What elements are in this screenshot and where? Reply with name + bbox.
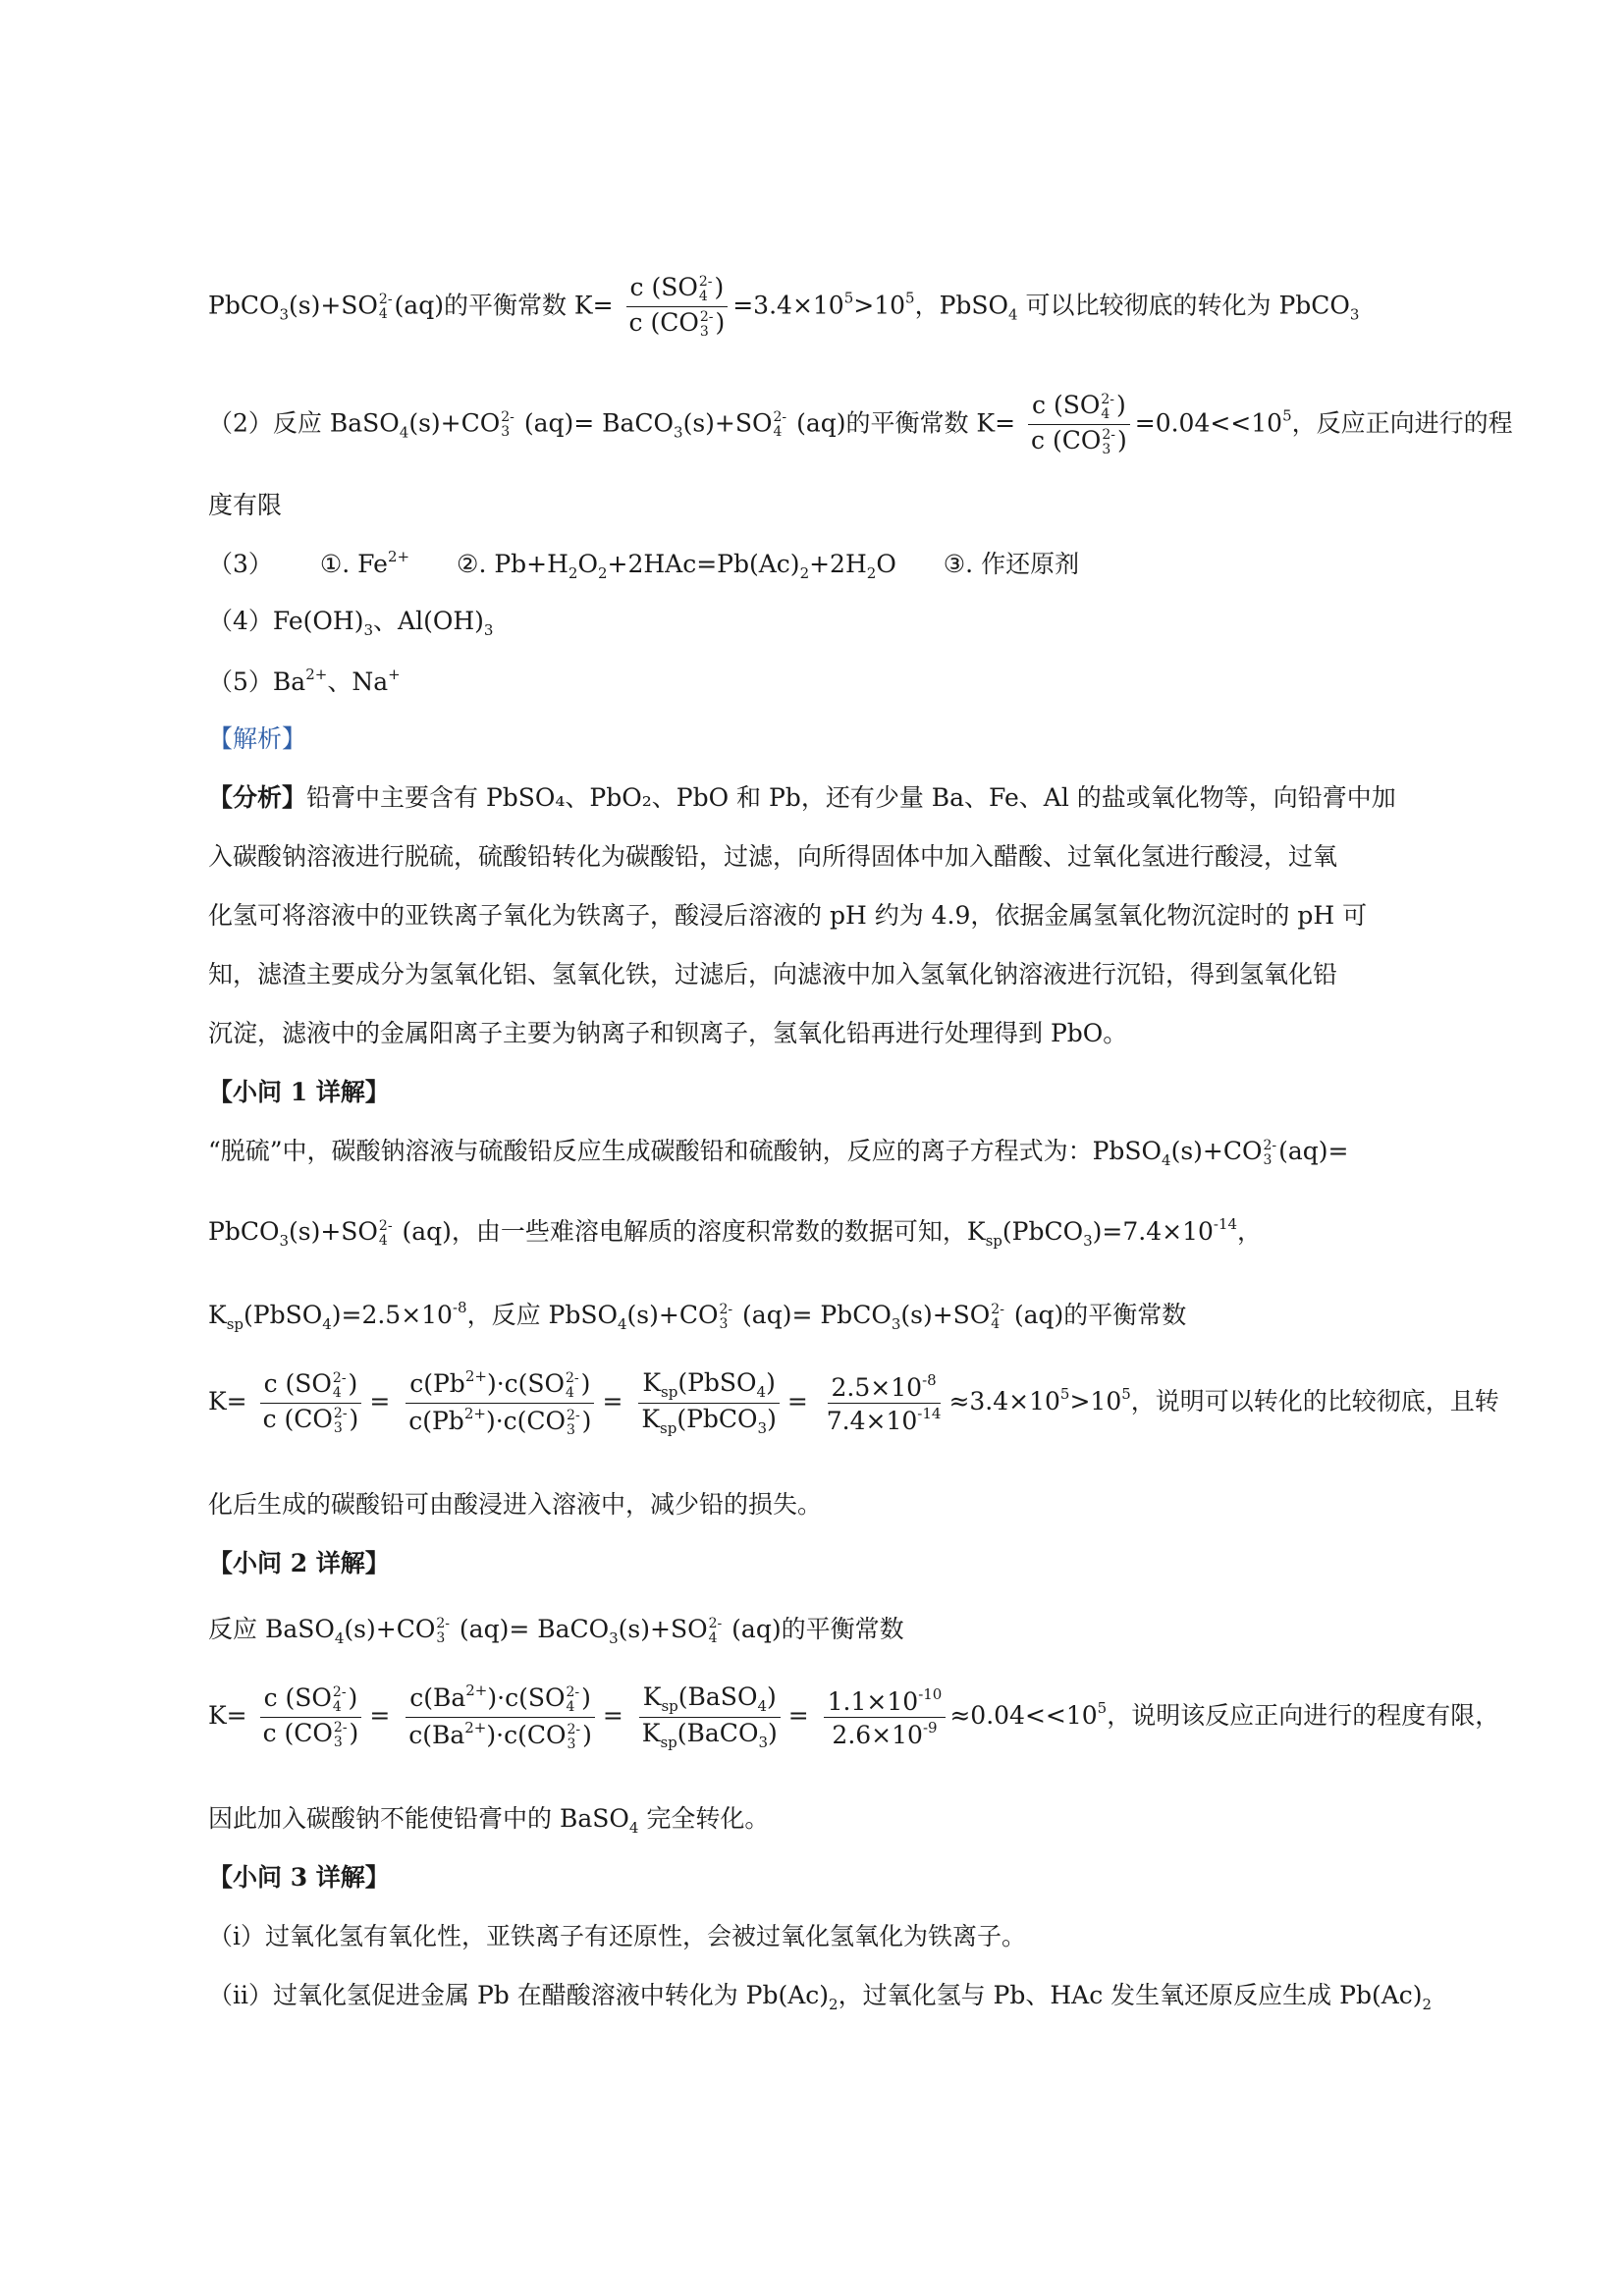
fraction-concentration: c (SO 2- 4 ) c (CO 2- 3 )	[259, 1371, 363, 1436]
fraction-concentration: c (SO 2- 4 ) c (CO 2- 3 )	[259, 1685, 363, 1750]
fraction-ion-product: $c(Ba^{2+})\cdot c(SO$ 2- 4 ) $c(Ba^{2+})\cdot c(CO$ 2- 3 )	[405, 1683, 596, 1751]
q1-line-3: $K_{sp}(PbSO_4)=2.5\times 10^{-8}$，反应 PbSO$_4$(s)+CO 2- 3 (aq)= PbCO$_3$(s)+SO 2- 4 (aq)的平衡常数	[208, 1299, 1187, 1333]
fraction-values: $\frac{1.1\times 10^{-10}}{2.6\times 10^{-9}}$	[824, 1687, 947, 1747]
answer-line-6: $(5)Ba^{2+}$、Na+	[208, 666, 401, 696]
q1-equation: K= c (SO 2- 4 ) c (CO 2- 3 ) = $c(Pb^{2+})\cdot c(SO$ 2- 4 ) $c(Pb^{2+})\cdot c(CO$ 2- 3 ) = $\frac{K_{sp}(PbSO_4)}{K_{sp}(PbCO_3)}$ = $\frac{2.5\times 10^{-8}}{7.4\times 10^{-14}}$ $\approx 3.4\times 10^5>10^5$，说明可以转化的比较彻底，且转	[208, 1367, 1499, 1438]
answer-line-3: 度有限	[208, 491, 283, 519]
equilibrium-fraction: c (SO 2- 4 ) c (CO 2- 3 )	[625, 275, 730, 340]
analysis-line-4: 知，滤渣主要成分为氢氧化铝、氢氧化铁，过滤后，向滤液中加入氢氧化钠溶液进行沉铅，得到氢氧化铅	[208, 960, 1338, 988]
answer-line-1: PbCO$_3$(s)+SO 2- 4 (aq)的平衡常数 K= c (SO 2- 4 ) c (CO 2- 3 ) $=3.4\times 10^5>10^5$，PbSO$_4$ 可以比较彻底的转化为 PbCO$_3$	[208, 273, 1360, 341]
q3-heading: 【小问 3 详解】	[208, 1863, 390, 1892]
q3-line-2: （ii）过氧化氢促进金属 Pb 在醋酸溶液中转化为 $Pb(Ac)_2$，过氧化氢与 Pb、HAc 发生氧还原反应生成 $Pb(Ac)_2$	[208, 1981, 1433, 2013]
analysis-line-1: 【分析】铅膏中主要含有 PbSO₄、PbO₂、PbO 和 Pb，还有少量 Ba、Fe、Al 的盐或氧化物等，向铅膏中加	[208, 783, 1396, 812]
q2-line-1: 反应 BaSO$_4$(s)+CO 2- 3 (aq)= BaCO$_3$(s)+SO 2- 4 (aq)的平衡常数	[208, 1615, 904, 1648]
fraction-ksp: $\frac{K_{sp}(BaSO_4)}{K_{sp}(BaCO_3)}$	[638, 1684, 782, 1750]
q1-line-2: PbCO$_3$(s)+SO 2- 4 (aq)，由一些难溶电解质的溶度积常数的数据可知，$K_{sp}(PbCO_3)=7.4\times 10^{-14}$，	[208, 1215, 1263, 1250]
q1-line-5: 化后生成的碳酸铅可由酸浸进入溶液中，减少铅的损失。	[208, 1490, 823, 1519]
analysis-line-2: 入碳酸钠溶液进行脱硫，硫酸铅转化为碳酸铅，过滤，向所得固体中加入醋酸、过氧化氢进行酸浸，过氧	[208, 842, 1338, 871]
q2-line-3: 因此加入碳酸钠不能使铅膏中的 BaSO$_4$ 完全转化。	[208, 1804, 770, 1837]
answer-line-5: $(4)Fe(OH)_3$、$Al(OH)_3$	[208, 607, 494, 639]
fraction-values: $\frac{2.5\times 10^{-8}}{7.4\times 10^{-14}}$	[826, 1371, 942, 1436]
q3-line-1: （i）过氧化氢有氧化性，亚铁离子有还原性，会被过氧化氢氧化为铁离子。	[208, 1922, 1026, 1950]
analysis-line-3: 化氢可将溶液中的亚铁离子氧化为铁离子，酸浸后溶液的 pH 约为 4.9，依据金属氢氧化物沉淀时的 pH 可	[208, 901, 1368, 930]
answer-line-2: （2）反应 BaSO$_4$(s)+CO 2- 3 (aq)= BaCO$_3$(s)+SO 2- 4 (aq)的平衡常数 K= c (SO 2- 4 ) c (CO 2- 3 ) $=0.04<<10^5$，反应正向进行的程	[208, 391, 1513, 458]
fraction-ksp: $\frac{K_{sp}(PbSO_4)}{K_{sp}(PbCO_3)}$	[637, 1370, 781, 1436]
q2-heading: 【小问 2 详解】	[208, 1549, 390, 1577]
fraction-ion-product: $c(Pb^{2+})\cdot c(SO$ 2- 4 ) $c(Pb^{2+})\cdot c(CO$ 2- 3 )	[405, 1369, 595, 1437]
answer-line-4: （3） ①. $Fe^{2+}$ ②. $Pb+H_2O_2+2HAc=Pb(Ac)_2+2H_2O$ ③. 作还原剂	[208, 548, 1080, 582]
q2-equation: K= c (SO 2- 4 ) c (CO 2- 3 ) = $c(Ba^{2+})\cdot c(SO$ 2- 4 ) $c(Ba^{2+})\cdot c(CO$ 2- 3 ) = $\frac{K_{sp}(BaSO_4)}{K_{sp}(BaCO_3)}$ = $\frac{1.1\times 10^{-10}}{2.6\times 10^{-9}}$ $\approx 0.04<<10^5$，说明该反应正向进行的程度有限，	[208, 1682, 1500, 1752]
analysis-line-5: 沉淀，滤液中的金属阳离子主要为钠离子和钡离子，氢氧化铅再进行处理得到 PbO。	[208, 1019, 1128, 1047]
q1-heading: 【小问 1 详解】	[208, 1078, 390, 1106]
jiexi-heading: 【解析】	[208, 724, 307, 753]
equilibrium-fraction: c (SO 2- 4 ) c (CO 2- 3 )	[1027, 393, 1131, 457]
q1-line-1: “脱硫”中，碳酸钠溶液与硫酸铅反应生成碳酸铅和硫酸钠，反应的离子方程式为：PbSO$_4$(s)+CO 2- 3 (aq)=	[208, 1137, 1349, 1170]
